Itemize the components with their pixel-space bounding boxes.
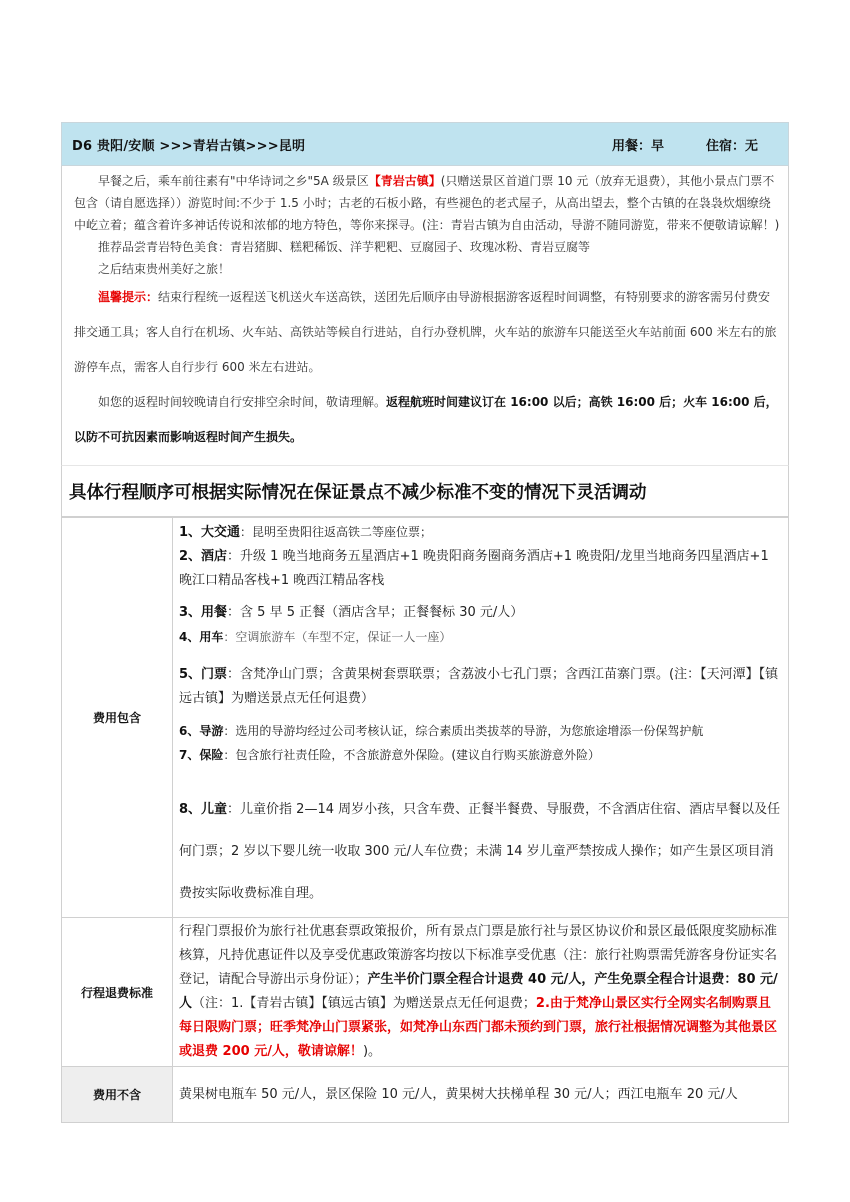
paragraph-food: 推荐品尝青岩特色美食：青岩猪脚、糕粑稀饭、洋芋粑粑、豆腐园子、玫瑰冰粉、青岩豆腐等 [98,240,591,254]
item-value: ：昆明至贵阳往返高铁二等座位票； [240,525,433,539]
included-content [173,518,789,918]
table-row [62,1067,789,1123]
day-route: D6 贵阳/安顺 >>>青岩古镇>>>昆明 [72,138,306,154]
refund-text: 行程门票报价为旅行社优惠套票政策报价，所有景点门票是旅行社与景区协议价和景区最低限度奖励标准核算，凡持优惠证件以及享受优惠政策游客均按以下标准享受优惠（注：旅行社购票需凭游客身份证实名登记，请配合导游出示身份证）； [179,924,778,987]
day-stay: 住宿：无 [706,138,759,154]
list-item [179,520,782,545]
item-value: ：空调旅游车（车型不定，保证一人一座） [223,630,452,644]
list-item [179,625,782,649]
item-key: 5、门票 [179,667,228,682]
item-key: 8、儿童 [179,802,228,817]
item-key: 6、导游 [179,724,224,738]
list-item [179,789,782,915]
item-value: ：包含旅行社责任险，不含旅游意外保险。(建议自行购买旅游意外险） [223,748,601,762]
refund-content [173,918,789,1067]
refund-label: 行程退费标准 [62,918,173,1067]
item-value: ：选用的导游均经过公司考核认证，综合素质出类拔萃的导游，为您旅途增添一份保驾护航 [223,724,704,738]
list-item [179,601,782,625]
paragraph-intro [74,170,780,236]
list-item [179,663,782,711]
item-value: ：儿童价指 2—14 周岁小孩，只含车费、正餐半餐费、导服费，不含酒店住宿、酒店早餐以及任何门票；2 岁以下婴儿统一收取 300 元/人车位费；未满 14 岁儿童严禁按成人操作；如产生景区项目消费按实际收费标准自理。 [179,802,781,901]
paragraph-end: 之后结束贵州美好之旅！ [98,262,231,276]
list-item [179,545,782,593]
list-item [179,719,782,743]
item-key: 3、用餐 [179,605,228,620]
paragraph-tip [74,280,780,385]
return-advice: 返程航班时间建议订在 16:00 以后；高铁 16:00 后；火车 16:00 后，以防不可抗因素而影响返程时间产生损失。 [74,395,778,444]
table-row [62,918,789,1067]
item-value: ：含 5 早 5 正餐（酒店含早；正餐餐标 30 元/人） [227,605,524,620]
refund-warning: 2.由于梵净山景区实行全网实名制购票且每日限购门票；旺季梵净山门票紧张，如梵净山东西门都未预约到门票，旅行社根据情况调整为其他景区或退费 200 元/人，敬请谅解！ [179,996,778,1059]
return-text: 如您的返程时间较晚请自行安排空余时间，敬请理解。 [98,395,387,409]
item-value: ：含梵净山门票；含黄果树套票联票；含荔波小七孔门票；含西江苗寨门票。(注：【天河潭】【镇远古镇】为赠送景点无任何退费） [179,667,779,706]
paragraph-return [74,385,780,455]
refund-note: （注：1.【青岩古镇】【镇远古镇】为赠送景点无任何退费； [192,996,536,1011]
item-key: 4、用车 [179,630,224,644]
included-label: 费用包含 [62,518,173,918]
fee-table [61,517,789,1123]
list-item [179,743,782,767]
attraction-highlight: 【青岩古镇】 [368,174,441,188]
item-key: 7、保险 [179,748,224,762]
excluded-label: 费用不含 [62,1067,173,1123]
tip-text: 结束行程统一返程送飞机送火车送高铁，送团先后顺序由导游根据游客返程时间调整，有特别要求的游客需另付费安排交通工具；客人自行在机场、火车站、高铁站等候自行进站，自行办登机牌，火车站的旅游车只能送至火车站前面 600 米左右的旅游停车点，需客人自行步行 600 米左右进站。 [74,290,777,374]
day-meal: 用餐：早 [612,138,665,154]
day-header [61,122,789,166]
item-key: 2、酒店 [179,549,228,564]
table-row [62,518,789,918]
item-value: ：升级 1 晚当地商务五星酒店+1 晚贵阳商务圈商务酒店+1 晚贵阳/龙里当地商务四星酒店+1 晚江口精品客栈+1 晚西江精品客栈 [179,549,769,588]
item-key: 1、大交通 [179,525,241,540]
excluded-content: 黄果树电瓶车 50 元/人，景区保险 10 元/人，黄果树大扶梯单程 30 元/人；西江电瓶车 20 元/人 [173,1067,789,1123]
intro-text-rest: (只赠送景区首道门票 10 元（放弃无退费），其他小景点门票不包含（请自愿选择））游览时间:不少于 1.5 小时；古老的石板小路，有些褪色的老式屋子，从高出望去，整个古镇的在袅袅炊烟缭绕中屹立着；蕴含着许多神话传说和浓郁的地方特色，等你来探寻。(注：青岩古镇为自由活动，导游不随同游览，带来不便敬请谅解！) [74,174,780,232]
refund-end: )。 [362,1044,382,1059]
day-description [61,166,789,465]
itinerary-document [61,122,789,1123]
tip-label: 温馨提示： [98,290,159,304]
refund-amounts: 产生半价门票全程合计退费 40 元/人，产生免票全程合计退费：80 元/人 [179,972,778,1011]
flexibility-notice: 具体行程顺序可根据实际情况在保证景点不减少标准不变的情况下灵活调动 [61,465,789,517]
intro-text: 早餐之后，乘车前往素有"中华诗词之乡"5A 级景区 [98,174,369,188]
